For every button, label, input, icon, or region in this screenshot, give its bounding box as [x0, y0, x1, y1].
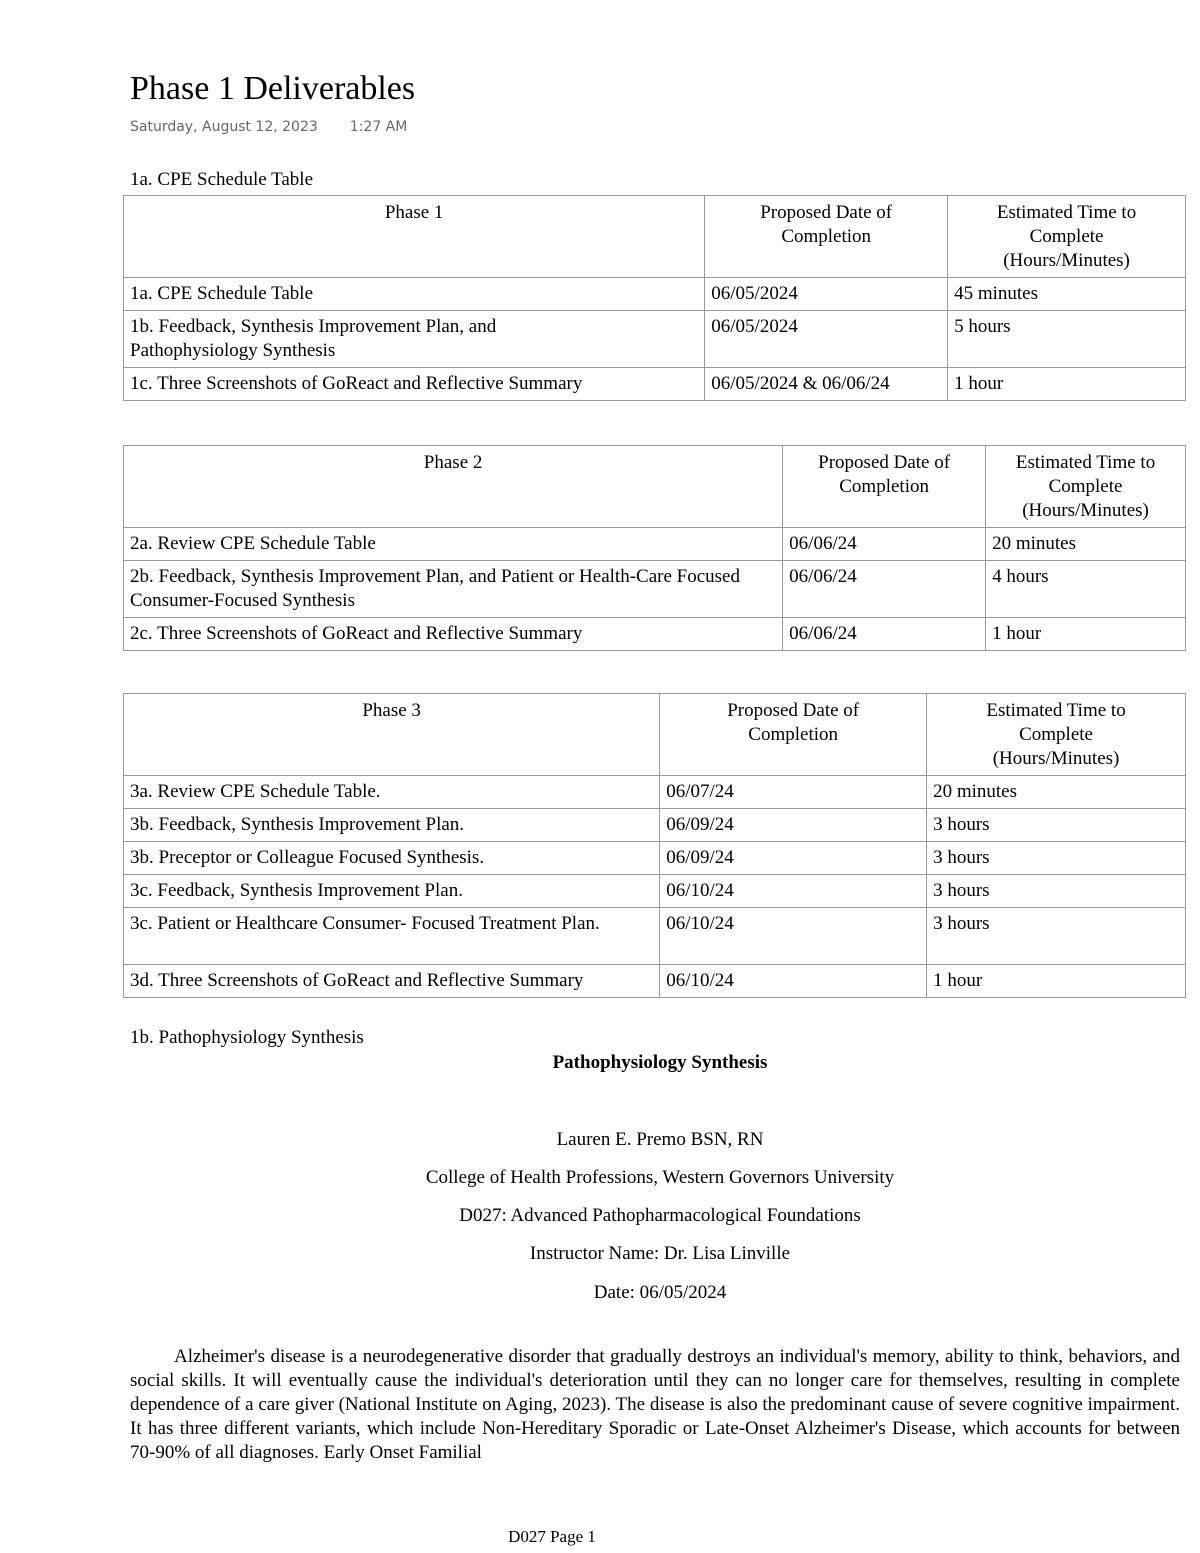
table-cell: 3 hours — [927, 842, 1186, 875]
page-title: Phase 1 Deliverables — [130, 70, 416, 107]
table-cell: 06/10/24 — [660, 908, 927, 965]
table-cell: 06/06/24 — [783, 528, 986, 561]
table-row — [124, 965, 1186, 998]
table-cell: 1b. Feedback, Synthesis Improvement Plan, and Pathophysiology Synthesis — [124, 311, 705, 368]
table-header-row — [124, 196, 1186, 278]
page-time: 1:27 AM — [349, 119, 408, 135]
table-header-row — [124, 446, 1186, 528]
table-cell: 2b. Feedback, Synthesis Improvement Plan, and Patient or Health-Care Focused Consumer-Focused Synthesis — [124, 561, 783, 618]
header-cell: Estimated Time to Complete (Hours/Minutes) — [927, 694, 1186, 776]
header-cell: Phase 3 — [124, 694, 660, 776]
table-cell: 2a. Review CPE Schedule Table — [124, 528, 783, 561]
phase-1-table — [123, 195, 1186, 401]
table-cell: 06/06/24 — [783, 618, 986, 651]
synthesis-author: Lauren E. Premo BSN, RN — [556, 1129, 764, 1150]
table-cell: 1c. Three Screenshots of GoReact and Reflective Summary — [124, 368, 705, 401]
synthesis-title: Pathophysiology Synthesis — [552, 1052, 768, 1073]
table-cell: 3c. Feedback, Synthesis Improvement Plan. — [124, 875, 660, 908]
header-cell: Proposed Date of Completion — [783, 446, 986, 528]
table-cell: 3d. Three Screenshots of GoReact and Reflective Summary — [124, 965, 660, 998]
synthesis-instructor: Instructor Name: Dr. Lisa Linville — [529, 1243, 791, 1264]
table-cell: 3 hours — [927, 875, 1186, 908]
table-row — [124, 908, 1186, 965]
table-row — [124, 809, 1186, 842]
table-cell: 06/10/24 — [660, 875, 927, 908]
table-cell: 2c. Three Screenshots of GoReact and Reflective Summary — [124, 618, 783, 651]
table-cell: 1a. CPE Schedule Table — [124, 278, 705, 311]
header-cell: Proposed Date of Completion — [660, 694, 927, 776]
table-cell: 3b. Preceptor or Colleague Focused Synthesis. — [124, 842, 660, 875]
table-cell: 06/05/2024 & 06/06/24 — [705, 368, 948, 401]
header-cell: Estimated Time to Complete (Hours/Minutes) — [986, 446, 1186, 528]
header-cell: Proposed Date of Completion — [705, 196, 948, 278]
table-cell: 45 minutes — [948, 278, 1186, 311]
synthesis-course: D027: Advanced Pathopharmacological Foundations — [459, 1205, 861, 1226]
table-cell: 06/09/24 — [660, 809, 927, 842]
table-cell: 06/09/24 — [660, 842, 927, 875]
table-cell: 5 hours — [948, 311, 1186, 368]
phase-3-table — [123, 693, 1186, 998]
table-row — [124, 618, 1186, 651]
table-row — [124, 842, 1186, 875]
table-row — [124, 278, 1186, 311]
table-row — [124, 875, 1186, 908]
table-header-row — [124, 694, 1186, 776]
table-cell: 3 hours — [927, 809, 1186, 842]
table-cell: 3b. Feedback, Synthesis Improvement Plan. — [124, 809, 660, 842]
header-cell: Phase 1 — [124, 196, 705, 278]
page-date: Saturday, August 12, 2023 — [130, 119, 318, 135]
table-cell: 1 hour — [948, 368, 1186, 401]
header-cell: Estimated Time to Complete (Hours/Minutes) — [948, 196, 1186, 278]
table-cell: 1 hour — [986, 618, 1186, 651]
table-row — [124, 528, 1186, 561]
table-cell: 3a. Review CPE Schedule Table. — [124, 776, 660, 809]
table-cell: 06/10/24 — [660, 965, 927, 998]
phase-2-table — [123, 445, 1186, 651]
table-row — [124, 311, 1186, 368]
table-cell: 3c. Patient or Healthcare Consumer- Focused Treatment Plan. — [124, 908, 660, 965]
table-cell: 3 hours — [927, 908, 1186, 965]
section-1a-label: 1a. CPE Schedule Table — [130, 169, 314, 190]
table-cell: 06/06/24 — [783, 561, 986, 618]
table-cell: 06/05/2024 — [705, 311, 948, 368]
table-cell: 06/05/2024 — [705, 278, 948, 311]
table-cell: 1 hour — [927, 965, 1186, 998]
table-cell: 20 minutes — [927, 776, 1186, 809]
synthesis-college: College of Health Professions, Western Governors University — [425, 1167, 895, 1188]
synthesis-date: Date: 06/05/2024 — [593, 1282, 727, 1303]
page-meta — [130, 119, 407, 135]
table-cell: 06/07/24 — [660, 776, 927, 809]
table-row — [124, 561, 1186, 618]
synthesis-paragraph: Alzheimer's disease is a neurodegenerative disorder that gradually destroys an individual's memory, ability to think, behaviors, and social skills. It will eventually cause the individual's deterioration until they can no longer care for themselves, resulting in complete dependence of a care giver (National Institute on Aging, 2023). The disease is also the predominant cause of severe cognitive impairment. It has three different variants, which include Non-Hereditary Sporadic or Late-Onset Alzheimer's Disease, which accounts for between 70-90% of all diagnoses. Early Onset Familial — [130, 1346, 1180, 1463]
table-cell: 4 hours — [986, 561, 1186, 618]
header-cell: Phase 2 — [124, 446, 783, 528]
table-row — [124, 776, 1186, 809]
table-row — [124, 368, 1186, 401]
section-1b-label: 1b. Pathophysiology Synthesis — [130, 1027, 364, 1048]
table-cell: 20 minutes — [986, 528, 1186, 561]
page-footer: D027 Page 1 — [508, 1527, 596, 1546]
